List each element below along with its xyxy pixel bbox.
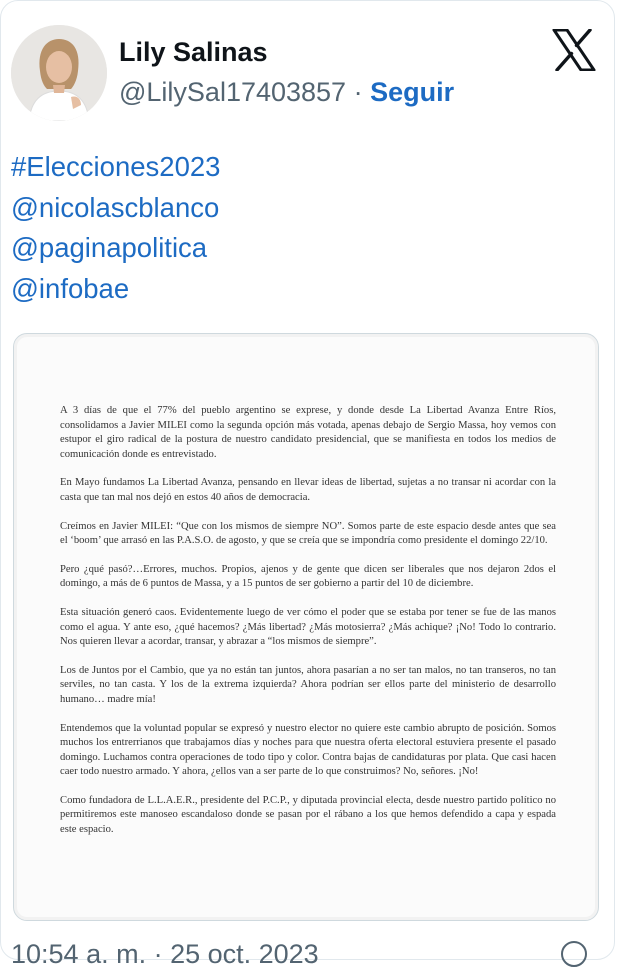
follow-button[interactable]: Seguir bbox=[370, 77, 455, 107]
separator-dot: · bbox=[353, 77, 363, 107]
mention-link[interactable]: @nicolascblanco bbox=[11, 191, 220, 223]
tweet-text bbox=[11, 147, 220, 309]
author-handle-row bbox=[119, 77, 454, 108]
document-paragraph: Esta situación generó caos. Evidentemente luego de ver cómo el poder que se estaba por tener se fue de las manos como el agua. Y ante eso, ¿qué hacemos? ¿Más libertad? ¿Más motosierra? ¿Más achique? ¡No! Todo lo contrario. Nos quieren llevar a acordar, transar, y abrazar a “los mismos de siempre”. bbox=[60, 606, 556, 648]
author-name[interactable]: Lily Salinas bbox=[119, 37, 268, 67]
avatar-photo-icon bbox=[11, 25, 107, 121]
tweet-timestamp[interactable]: 10:54 a. m. · 25 oct. 2023 bbox=[11, 939, 319, 969]
document-paragraph: Entendemos que la voluntad popular se expresó y nuestro elector no quiere este cambio abrupto de posición. Somos muchos los entrerrianos que trabajamos días y noches para que nuestra oferta electoral estuviera presente el pasado domingo. Luchamos contra operaciones de todo tipo y color. Contra bajas de candidaturas por plata. Que casi hacen caer todo nuestro armado. Y ahora, ¿ellos van a ser parte de lo que construimos? No, señores. ¡No! bbox=[60, 722, 556, 778]
document-paragraph: En Mayo fundamos La Libertad Avanza, pensando en llevar ideas de libertad, sujetas a no transar ni acordar con la casta que tan mal nos dejó en estos 40 años de democracia. bbox=[60, 477, 556, 503]
document-paragraph: Pero ¿qué pasó?…Errores, muchos. Propios, ajenos y de gente que dicen ser liberales que nos dejaron 2dos el domingo, a más de 6 puntos de Massa, y a 15 puntos de ser gobierno a partir del 10 de diciembre. bbox=[60, 563, 556, 590]
mention-link[interactable]: @infobae bbox=[11, 272, 130, 304]
author-handle[interactable]: @LilySal17403857 bbox=[119, 77, 347, 107]
info-icon[interactable] bbox=[561, 941, 587, 967]
document-paragraph: Los de Juntos por el Cambio, que ya no están tan juntos, ahora pasarían a no ser tan malos, no tan transeros, no tan serviles, no tan casta. Y los de la extrema izquierda? Ahora podrían ser ellos parte del ministerio de desarrollo humano… madre mía! bbox=[60, 664, 556, 705]
attached-document-image[interactable] bbox=[13, 333, 599, 921]
mention-link[interactable]: @paginapolitica bbox=[11, 232, 208, 263]
avatar[interactable] bbox=[11, 25, 107, 121]
x-logo-icon[interactable] bbox=[552, 29, 596, 71]
document-page bbox=[60, 404, 556, 852]
document-paragraph: Como fundadora de L.L.A.E.R., presidente del P.C.P., y diputada provincial electa, desde nuestro partido político no permitiremos este manoseo escandaloso donde se pasan por el rábano a los que hemos defendido a capa y espada este espacio. bbox=[60, 794, 556, 836]
hashtag-link[interactable]: #Elecciones2023 bbox=[11, 151, 221, 182]
document-paragraph: A 3 días de que el 77% del pueblo argentino se exprese, y donde desde La Libertad Avanza Entre Ríos, consolidamos a Javier MILEI como la segunda opción más votada, apenas debajo de Sergio Massa, hoy vemos con estupor el giro radical de la postura de nuestro candidato presidencial, que se manifiesta en todos los medios de comunicación donde es entrevistado. bbox=[60, 405, 556, 460]
document-paragraph: Creímos en Javier MILEI: “Que con los mismos de siempre NO”. Somos parte de este espacio desde antes que sea el ‘boom’ que arrasó en las P.A.S.O. de agosto, y que se creía que se impondría como presidente el domingo 22/10. bbox=[60, 520, 556, 547]
